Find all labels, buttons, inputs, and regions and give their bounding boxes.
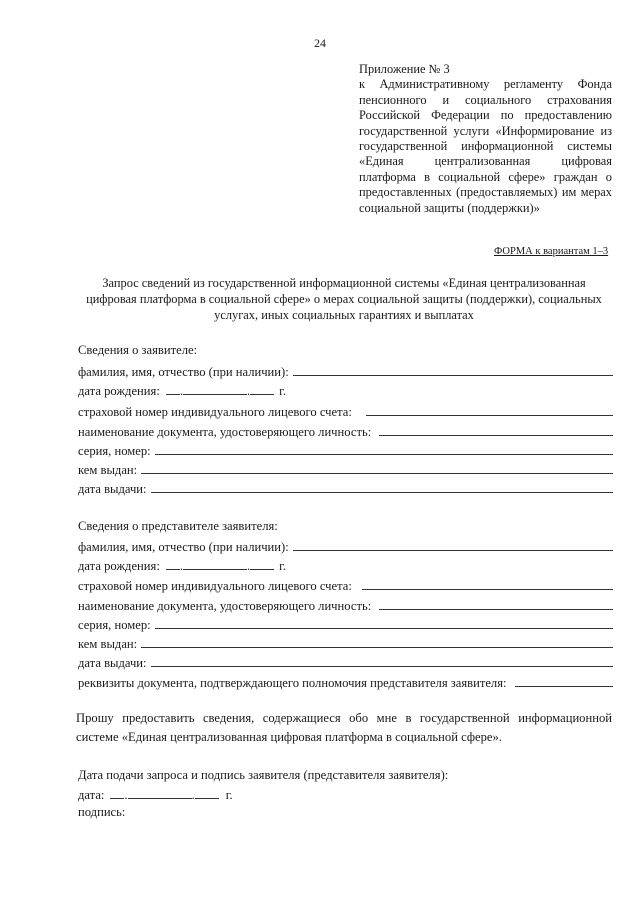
representative-authority-doc-field[interactable]: [515, 675, 613, 687]
representative-full-name-field[interactable]: [293, 539, 613, 551]
request-paragraph: [76, 709, 612, 747]
appendix-text: к Административному регламенту Фонда пенсионного и социального страхования Российской Федерации по предоставлению государственной услуги «Информирование из государственной информационной системы «Единая централизованная цифровая платформа в социальной сфере» граждан о предоставленных (предоставляемых) им мерах социальной защиты (поддержки)»: [359, 77, 612, 215]
submission-month-field[interactable]: [128, 787, 192, 799]
representative-authority-doc-row: [78, 675, 613, 693]
representative-full-name-label: фамилия, имя, отчество (при наличии):: [78, 540, 289, 554]
representative-issue-date-row: [78, 655, 613, 673]
representative-birth-month-field[interactable]: [183, 558, 247, 570]
representative-series-number-field[interactable]: [155, 617, 613, 629]
submission-year-field[interactable]: [195, 787, 219, 799]
appendix-block: [359, 62, 612, 216]
applicant-birth-date-separator-2: .: [246, 384, 251, 398]
form-heading: Запрос сведений из государственной информационной системы «Единая централизованная цифровая платформа в социальной сфере» о мерах социальной защиты (поддержки), социальных услугах, иных социальных гарантиях и выплатах: [86, 276, 602, 322]
representative-id-document-row: [78, 598, 613, 616]
request-text: Прошу предоставить сведения, содержащиеся обо мне в государственной информационной системе «Единая централизованная цифровая платформа в социальной сфере».: [76, 711, 612, 744]
applicant-issue-date-label: дата выдачи:: [78, 482, 147, 496]
representative-birth-day-field[interactable]: [166, 558, 180, 570]
applicant-snils-row: [78, 404, 613, 422]
submission-title: Дата подачи запроса и подпись заявителя (представителя заявителя):: [78, 768, 449, 782]
representative-birth-year-suffix: г.: [279, 559, 287, 573]
applicant-snils-field[interactable]: [366, 404, 613, 416]
representative-birth-date-separator-2: .: [246, 559, 251, 573]
representative-snils-row: [78, 578, 613, 596]
applicant-birth-month-field[interactable]: [183, 383, 247, 395]
representative-birth-date-label: дата рождения:: [78, 559, 160, 573]
representative-issued-by-label: кем выдан:: [78, 637, 138, 651]
representative-series-number-row: [78, 617, 613, 635]
applicant-full-name-field[interactable]: [293, 364, 613, 376]
submission-date-label: дата:: [78, 788, 105, 802]
representative-full-name-row: [78, 539, 613, 557]
submission-day-field[interactable]: [110, 787, 124, 799]
submission-year-suffix: г.: [225, 788, 233, 802]
representative-issue-date-label: дата выдачи:: [78, 656, 147, 670]
form-label: ФОРМА к вариантам 1–3: [494, 246, 609, 257]
applicant-birth-date-row: [78, 383, 286, 401]
representative-birth-date-row: [78, 558, 286, 576]
applicant-series-number-field[interactable]: [155, 443, 613, 455]
representative-birth-year-field[interactable]: [250, 558, 274, 570]
representative-snils-field[interactable]: [362, 578, 613, 590]
page-number: 24: [314, 36, 326, 50]
representative-authority-doc-label: реквизиты документа, подтверждающего полномочия представителя заявителя:: [78, 676, 507, 690]
applicant-birth-date-label: дата рождения:: [78, 384, 160, 398]
representative-snils-label: страховой номер индивидуального лицевого счета:: [78, 579, 352, 593]
applicant-id-document-row: [78, 424, 613, 442]
applicant-issued-by-label: кем выдан:: [78, 463, 138, 477]
submission-date-separator: .: [124, 788, 128, 802]
representative-issue-date-field[interactable]: [151, 655, 613, 667]
representative-issued-by-field[interactable]: [141, 636, 613, 648]
applicant-snils-label: страховой номер индивидуального лицевого счета:: [78, 405, 352, 419]
applicant-birth-year-suffix: г.: [279, 384, 287, 398]
representative-birth-date-separator: .: [179, 559, 183, 573]
applicant-issue-date-row: [78, 481, 613, 499]
representative-id-document-label: наименование документа, удостоверяющего личность:: [78, 599, 372, 613]
applicant-series-number-row: [78, 443, 613, 461]
representative-series-number-label: серия, номер:: [78, 618, 151, 632]
appendix-title: Приложение № 3: [359, 62, 450, 76]
signature-label: подпись:: [78, 805, 126, 819]
applicant-series-number-label: серия, номер:: [78, 444, 151, 458]
applicant-full-name-row: [78, 364, 613, 382]
applicant-id-document-field[interactable]: [379, 424, 613, 436]
representative-id-document-field[interactable]: [379, 598, 613, 610]
representative-section-title: Сведения о представителе заявителя:: [78, 519, 278, 533]
applicant-full-name-label: фамилия, имя, отчество (при наличии):: [78, 365, 289, 379]
applicant-id-document-label: наименование документа, удостоверяющего личность:: [78, 425, 372, 439]
applicant-birth-day-field[interactable]: [166, 383, 180, 395]
applicant-birth-date-separator: .: [179, 384, 183, 398]
submission-date-row: [78, 787, 233, 805]
representative-issued-by-row: [78, 636, 613, 654]
applicant-birth-year-field[interactable]: [250, 383, 274, 395]
applicant-issue-date-field[interactable]: [151, 481, 613, 493]
applicant-issued-by-row: [78, 462, 613, 480]
submission-date-separator-2: .: [191, 788, 195, 802]
applicant-issued-by-field[interactable]: [141, 462, 613, 474]
applicant-section-title: Сведения о заявителе:: [78, 343, 198, 357]
